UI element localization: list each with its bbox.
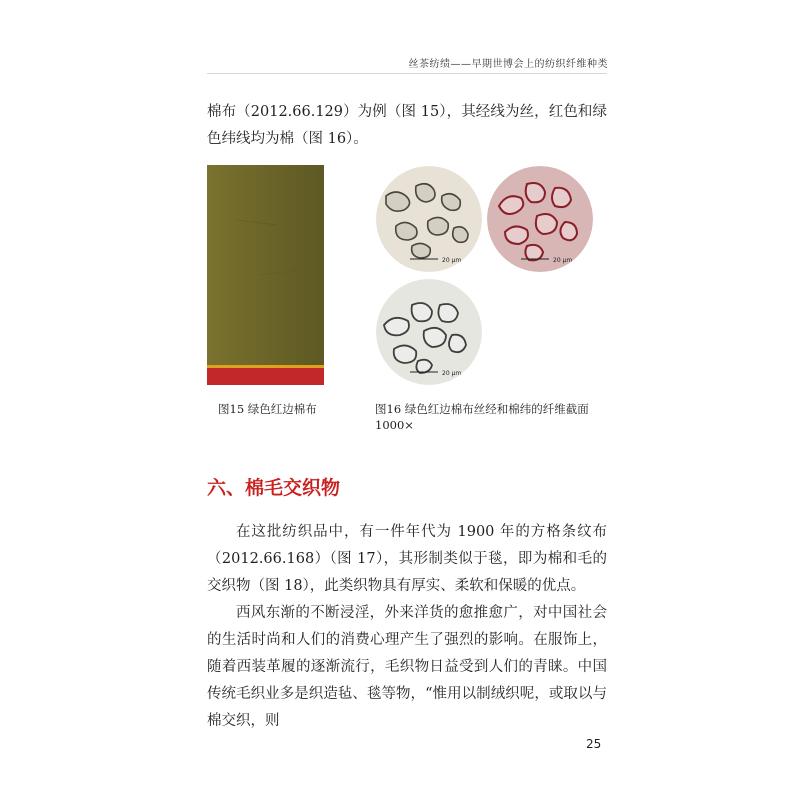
header-divider bbox=[207, 73, 607, 74]
fiber-cross-section-red-cotton bbox=[487, 166, 593, 272]
figure-15-caption: 图15 绿色红边棉布 bbox=[218, 402, 317, 416]
fiber-cross-section-green-cotton bbox=[376, 279, 482, 385]
scale-label: 20 μm bbox=[442, 370, 462, 377]
running-header: 丝茶纺绩——早期世博会上的纺织纤维种类 bbox=[408, 59, 608, 70]
section-heading: 六、棉毛交织物 bbox=[207, 477, 341, 499]
figure-15-cloth-photo bbox=[207, 165, 324, 385]
page-number: 25 bbox=[586, 737, 602, 751]
body-paragraph-2: 西风东渐的不断浸淫，外来洋货的愈推愈广，对中国社会的生活时尚和人们的消费心理产生了强烈的影响。在服饰上，随着西装革履的逐渐流行，毛织物日益受到人们的青睐。中国传统毛织业多是织造毡、毯等物，“惟用以制绒织呢，或取以与棉交织，则 bbox=[207, 605, 607, 729]
scale-label: 20 μm bbox=[553, 257, 573, 264]
figure-16-caption: 图16 绿色红边棉布丝经和棉纬的纤维截面 1000× bbox=[375, 402, 589, 432]
intro-paragraph: 棉布（2012.66.129）为例（图 15），其经线为丝，红色和绿色纬线均为棉（图 16）。 bbox=[207, 104, 607, 147]
body-paragraph-1: 在这批纺织品中，有一件年代为 1900 年的方格条纹布（2012.66.168）（图 17），其形制类似于毯，即为棉和毛的交织物（图 18），此类织物具有厚实、柔软和保暖的优点。 bbox=[207, 524, 607, 594]
fiber-cross-section-silk bbox=[376, 166, 482, 272]
scale-label: 20 μm bbox=[442, 257, 462, 264]
